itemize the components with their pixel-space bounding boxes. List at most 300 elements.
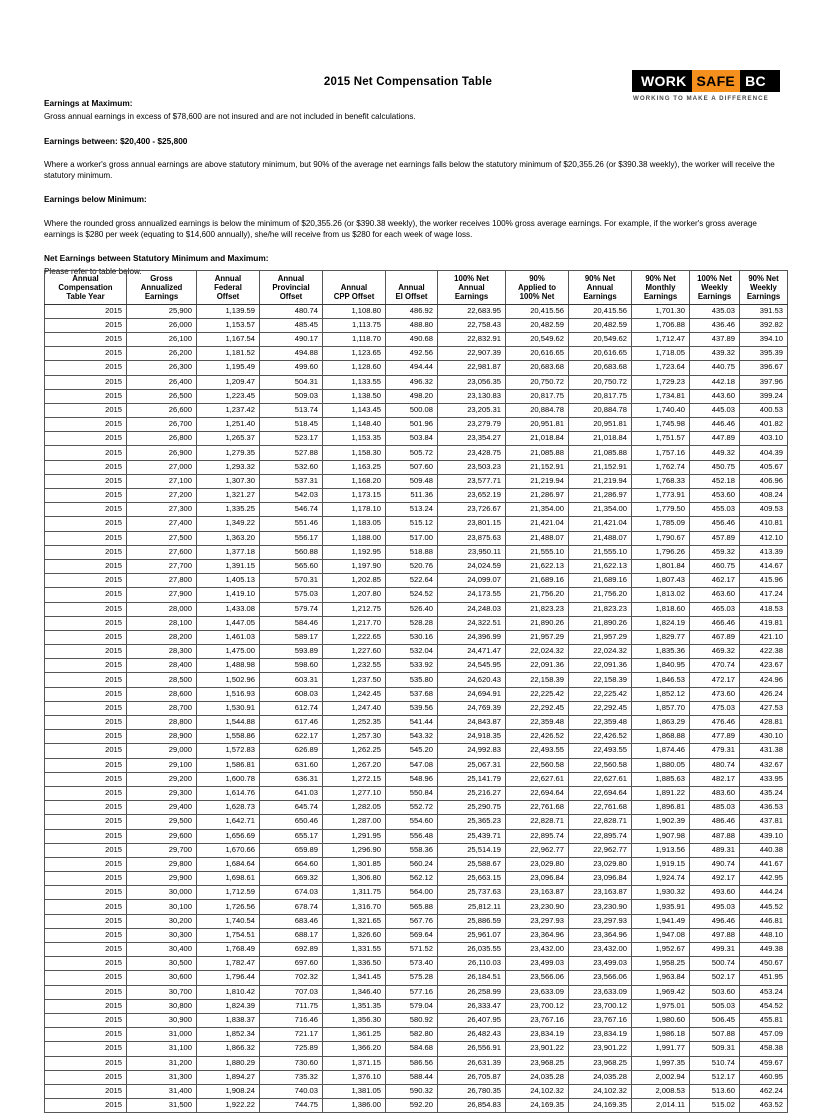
table-cell: 440.38 xyxy=(740,843,788,857)
table-cell: 467.89 xyxy=(690,630,740,644)
table-cell: 612.74 xyxy=(260,701,323,715)
table-cell: 504.31 xyxy=(260,375,323,389)
table-cell: 543.32 xyxy=(386,730,438,744)
column-header-line: Compensation xyxy=(58,283,113,293)
section-body: Please refer to table below. xyxy=(44,267,142,277)
table-cell: 2015 xyxy=(45,716,127,730)
table-cell: 2015 xyxy=(45,999,127,1013)
table-cell: 408.24 xyxy=(740,489,788,503)
table-cell: 2015 xyxy=(45,645,127,659)
table-cell: 456.46 xyxy=(690,517,740,531)
table-cell: 1,958.25 xyxy=(632,957,690,971)
table-cell: 21,152.91 xyxy=(506,460,569,474)
table-cell: 1,807.43 xyxy=(632,574,690,588)
table-cell: 2015 xyxy=(45,857,127,871)
table-cell: 28,800 xyxy=(127,716,197,730)
table-cell: 1,351.35 xyxy=(323,999,386,1013)
table-cell: 22,225.42 xyxy=(506,687,569,701)
table-cell: 477.89 xyxy=(690,730,740,744)
table-cell: 1,757.16 xyxy=(632,446,690,460)
table-row xyxy=(45,1028,788,1042)
table-cell: 22,091.36 xyxy=(506,659,569,673)
table-cell: 30,800 xyxy=(127,999,197,1013)
table-cell: 409.53 xyxy=(740,503,788,517)
table-cell: 1,356.30 xyxy=(323,1013,386,1027)
table-cell: 2015 xyxy=(45,900,127,914)
table-cell: 503.84 xyxy=(386,432,438,446)
table-cell: 617.46 xyxy=(260,716,323,730)
table-cell: 564.00 xyxy=(386,886,438,900)
table-cell: 23,230.90 xyxy=(506,900,569,914)
table-cell: 21,018.84 xyxy=(569,432,632,446)
table-cell: 1,796.26 xyxy=(632,545,690,559)
table-cell: 1,813.02 xyxy=(632,588,690,602)
table-cell: 1,868.88 xyxy=(632,730,690,744)
table-cell: 21,085.88 xyxy=(506,446,569,460)
table-cell: 1,143.45 xyxy=(323,403,386,417)
column-header xyxy=(386,271,438,305)
table-cell: 1,173.15 xyxy=(323,489,386,503)
table-cell: 1,377.18 xyxy=(197,545,260,559)
table-cell: 730.60 xyxy=(260,1056,323,1070)
table-cell: 476.46 xyxy=(690,716,740,730)
column-header xyxy=(45,271,127,305)
table-cell: 551.46 xyxy=(260,517,323,531)
table-cell: 1,600.78 xyxy=(197,772,260,786)
table-cell: 584.46 xyxy=(260,616,323,630)
table-cell: 31,200 xyxy=(127,1056,197,1070)
table-cell: 22,292.45 xyxy=(569,701,632,715)
table-cell: 1,335.25 xyxy=(197,503,260,517)
table-cell: 1,287.00 xyxy=(323,815,386,829)
table-cell: 28,300 xyxy=(127,645,197,659)
table-cell: 451.95 xyxy=(740,971,788,985)
column-header-line: Monthly xyxy=(645,283,676,293)
table-cell: 1,237.42 xyxy=(197,403,260,417)
table-cell: 588.44 xyxy=(386,1070,438,1084)
column-header-line: Annual xyxy=(458,283,485,293)
table-cell: 437.89 xyxy=(690,332,740,346)
table-cell: 23,364.96 xyxy=(506,928,569,942)
table-cell: 432.67 xyxy=(740,758,788,772)
table-cell: 532.04 xyxy=(386,645,438,659)
table-cell: 2015 xyxy=(45,730,127,744)
table-row xyxy=(45,1056,788,1070)
table-cell: 2015 xyxy=(45,687,127,701)
table-cell: 24,620.43 xyxy=(438,673,506,687)
table-cell: 21,622.13 xyxy=(569,559,632,573)
table-cell: 21,555.10 xyxy=(506,545,569,559)
table-cell: 498.20 xyxy=(386,389,438,403)
table-cell: 2015 xyxy=(45,503,127,517)
table-cell: 1,153.57 xyxy=(197,318,260,332)
table-cell: 1,391.15 xyxy=(197,559,260,573)
table-cell: 23,726.67 xyxy=(438,503,506,517)
table-cell: 539.56 xyxy=(386,701,438,715)
table-cell: 454.52 xyxy=(740,999,788,1013)
table-cell: 1,321.65 xyxy=(323,914,386,928)
table-cell: 462.24 xyxy=(740,1084,788,1098)
table-cell: 25,812.11 xyxy=(438,900,506,914)
table-cell: 501.96 xyxy=(386,418,438,432)
table-cell: 1,706.88 xyxy=(632,318,690,332)
table-cell: 29,500 xyxy=(127,815,197,829)
table-row xyxy=(45,687,788,701)
table-cell: 546.74 xyxy=(260,503,323,517)
table-row xyxy=(45,659,788,673)
table-cell: 23,163.87 xyxy=(506,886,569,900)
column-header xyxy=(197,271,260,305)
table-cell: 1,969.42 xyxy=(632,985,690,999)
column-header-line: Earnings xyxy=(746,292,781,302)
table-cell: 404.39 xyxy=(740,446,788,460)
table-cell: 507.88 xyxy=(690,1028,740,1042)
table-cell: 21,689.16 xyxy=(569,574,632,588)
table-cell: 30,000 xyxy=(127,886,197,900)
table-cell: 1,168.20 xyxy=(323,474,386,488)
table-cell: 27,400 xyxy=(127,517,197,531)
table-cell: 29,300 xyxy=(127,786,197,800)
column-header-line: 90% Net xyxy=(645,274,676,283)
table-row xyxy=(45,616,788,630)
table-cell: 23,297.93 xyxy=(506,914,569,928)
table-cell: 22,758.43 xyxy=(438,318,506,332)
table-cell: 463.60 xyxy=(690,588,740,602)
table-cell: 1,894.27 xyxy=(197,1070,260,1084)
table-cell: 27,900 xyxy=(127,588,197,602)
table-cell: 21,890.26 xyxy=(569,616,632,630)
table-cell: 497.88 xyxy=(690,928,740,942)
section-body: Where the rounded gross annualized earnings is below the minimum of $20,355.26 (or $390.38 weekly), the worker receives 100% gross average earnings. For example, if the worker's gross average earnings is $280 per week (equating to $14,600 annually), she/he will receive from us $280 for each week of wage loss. xyxy=(44,218,757,239)
table-cell: 1,614.76 xyxy=(197,786,260,800)
column-header xyxy=(323,271,386,305)
table-row xyxy=(45,1042,788,1056)
table-cell: 24,769.39 xyxy=(438,701,506,715)
table-cell: 26,258.99 xyxy=(438,985,506,999)
table-cell: 1,153.35 xyxy=(323,432,386,446)
table-cell: 30,100 xyxy=(127,900,197,914)
table-row xyxy=(45,744,788,758)
table-cell: 424.96 xyxy=(740,673,788,687)
table-row xyxy=(45,517,788,531)
table-cell: 1,163.25 xyxy=(323,460,386,474)
table-cell: 22,828.71 xyxy=(569,815,632,829)
table-cell: 1,913.56 xyxy=(632,843,690,857)
table-cell: 545.20 xyxy=(386,744,438,758)
table-cell: 30,600 xyxy=(127,971,197,985)
table-row xyxy=(45,985,788,999)
table-cell: 21,488.07 xyxy=(569,531,632,545)
column-header-line: Offset xyxy=(216,292,240,302)
table-cell: 1,779.50 xyxy=(632,503,690,517)
table-cell: 31,500 xyxy=(127,1099,197,1113)
table-cell: 1,363.20 xyxy=(197,531,260,545)
table-cell: 23,096.84 xyxy=(569,872,632,886)
table-cell: 29,000 xyxy=(127,744,197,758)
table-cell: 24,918.35 xyxy=(438,730,506,744)
spacer xyxy=(44,149,777,159)
table-cell: 1,628.73 xyxy=(197,801,260,815)
table-cell: 1,195.49 xyxy=(197,361,260,375)
table-cell: 21,421.04 xyxy=(569,517,632,531)
table-cell: 22,683.95 xyxy=(438,304,506,318)
table-cell: 1,316.70 xyxy=(323,900,386,914)
table-cell: 26,800 xyxy=(127,432,197,446)
table-cell: 1,133.55 xyxy=(323,375,386,389)
table-cell: 488.80 xyxy=(386,318,438,332)
table-cell: 562.12 xyxy=(386,872,438,886)
table-cell: 1,306.80 xyxy=(323,872,386,886)
table-cell: 1,880.29 xyxy=(197,1056,260,1070)
table-cell: 1,907.98 xyxy=(632,829,690,843)
table-cell: 2015 xyxy=(45,602,127,616)
table-cell: 503.60 xyxy=(690,985,740,999)
table-cell: 1,376.10 xyxy=(323,1070,386,1084)
table-cell: 1,267.20 xyxy=(323,758,386,772)
table-cell: 500.74 xyxy=(690,957,740,971)
table-cell: 457.89 xyxy=(690,531,740,545)
table-cell: 499.60 xyxy=(260,361,323,375)
table-cell: 20,482.59 xyxy=(506,318,569,332)
table-row xyxy=(45,361,788,375)
table-cell: 1,863.29 xyxy=(632,716,690,730)
table-cell: 21,756.20 xyxy=(569,588,632,602)
table-cell: 23,566.06 xyxy=(506,971,569,985)
table-cell: 419.81 xyxy=(740,616,788,630)
table-cell: 542.03 xyxy=(260,489,323,503)
table-cell: 23,364.96 xyxy=(569,928,632,942)
table-cell: 509.31 xyxy=(690,1042,740,1056)
table-cell: 2015 xyxy=(45,701,127,715)
table-cell: 26,000 xyxy=(127,318,197,332)
table-cell: 1,257.30 xyxy=(323,730,386,744)
table-cell: 702.32 xyxy=(260,971,323,985)
table-cell: 487.88 xyxy=(690,829,740,843)
table-cell: 24,545.95 xyxy=(438,659,506,673)
column-header-line: Weekly xyxy=(701,283,728,293)
table-row xyxy=(45,389,788,403)
table-cell: 509.03 xyxy=(260,389,323,403)
table-cell: 2015 xyxy=(45,943,127,957)
table-cell: 2015 xyxy=(45,531,127,545)
table-row xyxy=(45,432,788,446)
table-cell: 2015 xyxy=(45,957,127,971)
table-cell: 23,096.84 xyxy=(506,872,569,886)
table-cell: 707.03 xyxy=(260,985,323,999)
table-row xyxy=(45,531,788,545)
column-header-line: Applied to xyxy=(517,283,557,293)
table-cell: 1,745.98 xyxy=(632,418,690,432)
table-cell: 23,968.25 xyxy=(569,1056,632,1070)
table-cell: 518.88 xyxy=(386,545,438,559)
spacer xyxy=(44,240,777,253)
table-cell: 1,321.27 xyxy=(197,489,260,503)
table-cell: 21,219.94 xyxy=(569,474,632,488)
table-cell: 27,000 xyxy=(127,460,197,474)
table-cell: 21,219.94 xyxy=(506,474,569,488)
table-cell: 483.60 xyxy=(690,786,740,800)
column-header-line: EI Offset xyxy=(395,292,428,302)
column-header-line: Annual xyxy=(586,283,614,293)
table-cell: 462.17 xyxy=(690,574,740,588)
table-cell: 23,056.35 xyxy=(438,375,506,389)
table-cell: 622.17 xyxy=(260,730,323,744)
table-cell: 2015 xyxy=(45,460,127,474)
table-cell: 2015 xyxy=(45,489,127,503)
table-cell: 450.75 xyxy=(690,460,740,474)
table-cell: 2015 xyxy=(45,332,127,346)
table-cell: 592.20 xyxy=(386,1099,438,1113)
table-cell: 1,279.35 xyxy=(197,446,260,460)
table-cell: 1,311.75 xyxy=(323,886,386,900)
table-cell: 20,683.68 xyxy=(506,361,569,375)
table-row xyxy=(45,716,788,730)
table-cell: 26,400 xyxy=(127,375,197,389)
table-cell: 631.60 xyxy=(260,758,323,772)
table-cell: 26,482.43 xyxy=(438,1028,506,1042)
table-cell: 27,200 xyxy=(127,489,197,503)
table-cell: 721.17 xyxy=(260,1028,323,1042)
table-cell: 650.46 xyxy=(260,815,323,829)
table-cell: 21,152.91 xyxy=(569,460,632,474)
table-cell: 608.03 xyxy=(260,687,323,701)
table-cell: 1,852.12 xyxy=(632,687,690,701)
page-title: 2015 Net Compensation Table xyxy=(323,76,493,88)
table-cell: 21,421.04 xyxy=(506,517,569,531)
table-cell: 683.46 xyxy=(260,914,323,928)
section-body: Where a worker's gross annual earnings are above statutory minimum, but 90% of the average net earnings falls below the statutory minimum of $20,355.26 (or $390.38 weekly), the worker will receive the statutory minimum. xyxy=(44,159,775,181)
table-cell: 22,627.61 xyxy=(569,772,632,786)
table-row xyxy=(45,332,788,346)
table-cell: 22,694.64 xyxy=(506,786,569,800)
table-cell: 2015 xyxy=(45,1056,127,1070)
table-cell: 517.00 xyxy=(386,531,438,545)
column-header xyxy=(632,271,690,305)
table-cell: 2015 xyxy=(45,772,127,786)
table-cell: 22,426.52 xyxy=(506,730,569,744)
column-header-line: 90% Net xyxy=(748,274,779,283)
table-cell: 1,277.10 xyxy=(323,786,386,800)
table-cell: 490.74 xyxy=(690,857,740,871)
table-row xyxy=(45,503,788,517)
table-cell: 573.40 xyxy=(386,957,438,971)
table-cell: 2015 xyxy=(45,616,127,630)
table-cell: 1,712.47 xyxy=(632,332,690,346)
table-cell: 22,761.68 xyxy=(569,801,632,815)
table-cell: 2,014.11 xyxy=(632,1099,690,1113)
table-cell: 435.03 xyxy=(690,304,740,318)
table-row xyxy=(45,730,788,744)
table-cell: 423.67 xyxy=(740,659,788,673)
table-cell: 436.46 xyxy=(690,318,740,332)
table-cell: 1,212.75 xyxy=(323,602,386,616)
table-cell: 1,718.05 xyxy=(632,347,690,361)
table-cell: 23,834.19 xyxy=(569,1028,632,1042)
table-cell: 641.03 xyxy=(260,786,323,800)
table-cell: 23,901.22 xyxy=(506,1042,569,1056)
table-cell: 480.74 xyxy=(260,304,323,318)
table-cell: 496.32 xyxy=(386,375,438,389)
table-cell: 28,500 xyxy=(127,673,197,687)
table-cell: 2015 xyxy=(45,574,127,588)
table-cell: 25,290.75 xyxy=(438,801,506,815)
table-cell: 1,247.40 xyxy=(323,701,386,715)
column-header xyxy=(506,271,569,305)
table-cell: 417.24 xyxy=(740,588,788,602)
table-cell: 1,947.08 xyxy=(632,928,690,942)
table-cell: 26,100 xyxy=(127,332,197,346)
column-header-line: Annual xyxy=(340,283,368,293)
table-cell: 466.46 xyxy=(690,616,740,630)
table-cell: 2,008.53 xyxy=(632,1084,690,1098)
table-cell: 20,549.62 xyxy=(506,332,569,346)
table-cell: 426.24 xyxy=(740,687,788,701)
table-cell: 21,286.97 xyxy=(569,489,632,503)
table-cell: 459.32 xyxy=(690,545,740,559)
table-cell: 20,482.59 xyxy=(569,318,632,332)
table-cell: 2015 xyxy=(45,347,127,361)
table-cell: 23,499.03 xyxy=(569,957,632,971)
table-cell: 1,405.13 xyxy=(197,574,260,588)
table-cell: 523.17 xyxy=(260,432,323,446)
table-cell: 1,419.10 xyxy=(197,588,260,602)
table-cell: 22,493.55 xyxy=(569,744,632,758)
table-cell: 655.17 xyxy=(260,829,323,843)
table-cell: 21,957.29 xyxy=(506,630,569,644)
table-cell: 20,683.68 xyxy=(569,361,632,375)
table-cell: 410.81 xyxy=(740,517,788,531)
table-cell: 688.17 xyxy=(260,928,323,942)
section-heading: Earnings at Maximum: xyxy=(44,98,133,108)
table-cell: 565.88 xyxy=(386,900,438,914)
table-cell: 513.60 xyxy=(690,1084,740,1098)
table-cell: 23,633.09 xyxy=(506,985,569,999)
column-header-line: 100% Net xyxy=(519,292,555,302)
table-cell: 1,924.74 xyxy=(632,872,690,886)
table-cell: 1,801.84 xyxy=(632,559,690,573)
table-cell: 515.02 xyxy=(690,1099,740,1113)
table-cell: 25,588.67 xyxy=(438,857,506,871)
table-cell: 524.52 xyxy=(386,588,438,602)
table-cell: 22,158.39 xyxy=(569,673,632,687)
table-row xyxy=(45,772,788,786)
table-cell: 22,359.48 xyxy=(506,716,569,730)
table-cell: 465.03 xyxy=(690,602,740,616)
section-earnings-at-maximum xyxy=(44,98,777,123)
table-cell: 1,251.40 xyxy=(197,418,260,432)
table-cell: 447.89 xyxy=(690,432,740,446)
table-cell: 24,992.83 xyxy=(438,744,506,758)
table-cell: 2015 xyxy=(45,659,127,673)
table-cell: 24,102.32 xyxy=(569,1084,632,1098)
table-cell: 28,100 xyxy=(127,616,197,630)
table-cell: 552.72 xyxy=(386,801,438,815)
table-cell: 1,558.86 xyxy=(197,730,260,744)
table-cell: 29,100 xyxy=(127,758,197,772)
table-cell: 25,886.59 xyxy=(438,914,506,928)
table-cell: 28,200 xyxy=(127,630,197,644)
table-cell: 444.24 xyxy=(740,886,788,900)
table-cell: 21,555.10 xyxy=(569,545,632,559)
table-cell: 2015 xyxy=(45,361,127,375)
table-cell: 554.60 xyxy=(386,815,438,829)
table-cell: 399.24 xyxy=(740,389,788,403)
table-row xyxy=(45,446,788,460)
table-cell: 23,029.80 xyxy=(569,857,632,871)
table-cell: 1,433.08 xyxy=(197,602,260,616)
table-cell: 1,349.22 xyxy=(197,517,260,531)
table-cell: 22,024.32 xyxy=(506,645,569,659)
